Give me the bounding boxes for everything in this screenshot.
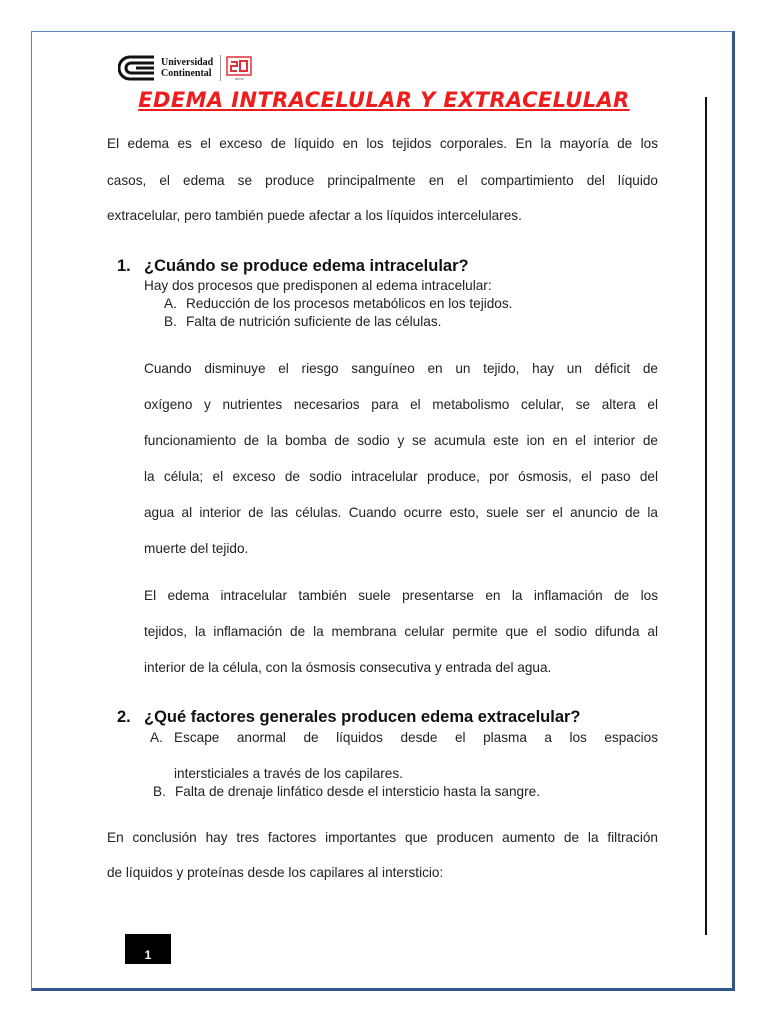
logo-text — [161, 57, 213, 79]
section-2-heading — [117, 708, 581, 727]
list-item-b-text: Falta de nutrición suficiente de las células. — [186, 314, 442, 329]
university-logo — [118, 53, 252, 83]
section-2-number: 2. — [117, 708, 131, 726]
logo-line-1: Universidad — [161, 57, 214, 68]
list-item-a-text: Reducción de los procesos metabólicos en los tejidos. — [186, 296, 513, 311]
list-item-b-letter: B. — [164, 314, 177, 329]
para2-line-1: El edema intracelular también suele presentarse en la inflamación de los — [144, 588, 658, 603]
section-2-item-b-text: Falta de drenaje linfático desde el intersticio hasta la sangre. — [175, 784, 540, 799]
logo-separator — [220, 55, 221, 81]
intro-line-3: extracelular, pero también puede afectar a los líquidos intercelulares. — [107, 208, 522, 223]
para1-line-2: oxígeno y nutrientes necesarios para el metabolismo celular, se altera el — [144, 397, 658, 412]
list-item-a — [164, 296, 512, 311]
para2-line-3: interior de la célula, con la ósmosis consecutiva y entrada del agua. — [144, 660, 552, 675]
section-2-item-b — [153, 784, 540, 799]
intro-line-2: casos, el edema se produce principalmente en el compartimiento del líquido — [107, 173, 658, 188]
intro-line-1: El edema es el exceso de líquido en los tejidos corporales. En la mayoría de los — [107, 136, 658, 151]
margin-rule — [705, 97, 707, 935]
section-2-item-a-line-1: Escape anormal de líquidos desde el plasma a los espacios — [174, 730, 658, 745]
section-1-lead: Hay dos procesos que predisponen al edema intracelular: — [144, 278, 492, 293]
page-number: 1 — [125, 934, 171, 964]
section-2-heading-text: ¿Qué factores generales producen edema extracelular? — [144, 708, 581, 726]
list-item-b — [164, 314, 441, 329]
anniversary-badge — [226, 56, 252, 81]
document-title: EDEMA INTRACELULAR Y EXTRACELULAR — [138, 88, 630, 112]
anniversary-sub: años — [234, 75, 244, 81]
para2-line-2: tejidos, la inflamación de la membrana celular permite que el sodio difunda al — [144, 624, 658, 639]
section-1-heading-text: ¿Cuándo se produce edema intracelular? — [144, 257, 469, 275]
section-1-heading — [117, 257, 469, 276]
para1-line-3: funcionamiento de la bomba de sodio y se acumula este ion en el interior de — [144, 433, 658, 448]
section-2-item-a-line-2: intersticiales a través de los capilares. — [174, 766, 403, 781]
para1-line-6: muerte del tejido. — [144, 541, 249, 556]
continental-logo-icon — [118, 53, 158, 83]
section-2-item-b-letter: B. — [153, 784, 166, 799]
anniversary-20-icon — [226, 56, 252, 76]
logo-line-2: Continental — [161, 68, 212, 79]
para1-line-5: agua al interior de las células. Cuando ocurre esto, suele ser el anuncio de la — [144, 505, 658, 520]
conclusion-line-2: de líquidos y proteínas desde los capilares al intersticio: — [107, 865, 444, 880]
section-1-number: 1. — [117, 257, 131, 275]
para1-line-4: la célula; el exceso de sodio intracelular produce, por ósmosis, el paso del — [144, 469, 658, 484]
list-item-a-letter: A. — [164, 296, 177, 311]
section-2-item-a-letter: A. — [150, 730, 163, 745]
conclusion-line-1: En conclusión hay tres factores importantes que producen aumento de la filtración — [107, 830, 658, 845]
para1-line-1: Cuando disminuye el riesgo sanguíneo en un tejido, hay un déficit de — [144, 361, 658, 376]
